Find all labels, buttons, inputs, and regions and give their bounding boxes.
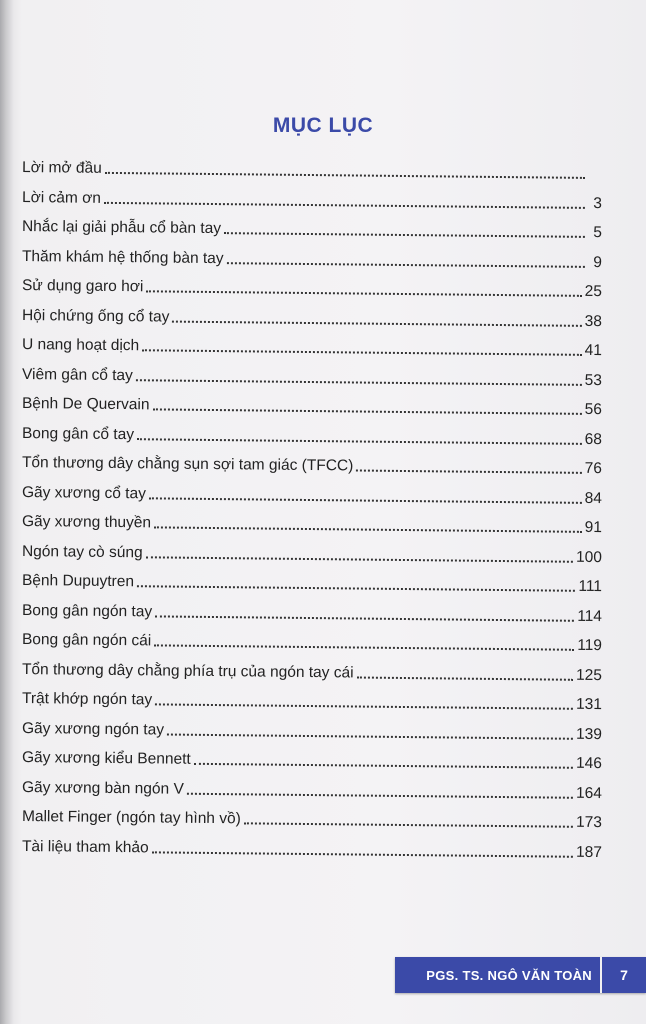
toc-entry-page: 111 <box>578 577 603 595</box>
toc-dot-leader <box>137 585 575 592</box>
toc-entry-title: Thăm khám hệ thống bàn tay <box>21 247 224 267</box>
toc-entry-title: Bệnh Dupuytren <box>21 571 135 590</box>
toc-entry-page: 56 <box>584 400 603 418</box>
toc-entry-page: 5 <box>593 223 603 241</box>
toc-entry-title: Viêm gân cổ tay <box>21 365 133 384</box>
toc-entry-page: 119 <box>577 636 603 654</box>
toc-entry-title: Ngón tay cò súng <box>21 542 143 561</box>
footer-author: PGS. TS. NGÔ VĂN TOÀN <box>426 967 592 983</box>
toc-entry-title: Gãy xương kiểu Bennett <box>21 748 191 768</box>
toc-dot-leader <box>155 703 573 709</box>
toc-entry-title: Bong gân ngón tay <box>21 601 153 620</box>
toc-entry-page: 84 <box>584 488 603 507</box>
toc-dot-leader <box>154 644 574 650</box>
toc-entry-page: 131 <box>576 695 603 713</box>
toc-entry-page: 38 <box>584 311 603 330</box>
toc-dot-leader <box>152 408 581 414</box>
toc-dot-leader <box>194 762 573 768</box>
toc-entry-title: Hội chứng ống cổ tay <box>21 306 170 325</box>
toc-dot-leader <box>152 850 573 856</box>
toc-dot-leader <box>167 733 573 739</box>
toc-entry-title: Bệnh De Quervain <box>21 394 150 413</box>
toc-entry-page: 76 <box>584 459 603 477</box>
toc-dot-leader <box>227 261 585 267</box>
toc-entry-title: Gãy xương cổ tay <box>21 483 147 502</box>
toc-entry-page: 91 <box>584 518 603 536</box>
toc-dot-leader <box>357 676 574 680</box>
toc-entry-page: 114 <box>577 606 603 625</box>
toc-dot-leader <box>146 290 581 297</box>
footer-page-number: 7 <box>620 967 628 983</box>
toc-entry-title: Lời mở đầu <box>21 158 102 177</box>
toc-entry-title: Lời cảm ơn <box>21 188 102 206</box>
toc-entry-page: 173 <box>576 813 603 831</box>
toc-entry-title: Tổn thương dây chằng phía trụ của ngón tay cái <box>21 660 354 681</box>
toc-dot-leader <box>154 526 582 532</box>
toc-entry-title: Tổn thương dây chằng sụn sợi tam giác (TFCC) <box>21 453 354 474</box>
toc-dot-leader <box>142 349 582 356</box>
toc-entry-page: 68 <box>584 429 603 448</box>
toc-entry-title: Gãy xương ngón tay <box>21 719 165 738</box>
toc-dot-leader <box>172 320 581 326</box>
page-binding-shadow <box>0 0 14 1024</box>
toc-entry-page <box>588 182 602 187</box>
page-title: MỤC LỤC <box>272 114 374 137</box>
toc-dot-leader <box>187 792 573 798</box>
toc-dot-leader <box>149 496 582 503</box>
toc-entry-title: Bong gân cổ tay <box>21 424 135 443</box>
toc-entry-page: 164 <box>576 783 603 802</box>
toc-entry-page: 25 <box>584 282 603 300</box>
toc-dot-leader <box>224 232 585 238</box>
toc-entry-page: 9 <box>593 252 603 271</box>
toc-dot-leader <box>136 378 582 385</box>
toc-entry-title: Nhắc lại giải phẫu cổ bàn tay <box>21 217 222 237</box>
toc-entry-page: 187 <box>576 842 603 861</box>
toc-dot-leader <box>137 437 582 444</box>
toc-entry-page: 3 <box>593 193 603 212</box>
toc-dot-leader <box>244 822 573 827</box>
toc-entry-page: 125 <box>576 665 603 684</box>
toc-dot-leader <box>155 614 574 620</box>
toc-entry-page: 146 <box>576 754 603 772</box>
toc-entry-title: U nang hoạt dịch <box>21 335 140 354</box>
toc-entry-title: Bong gân ngón cái <box>21 630 152 649</box>
toc-dot-leader <box>356 469 581 473</box>
toc-entry-page: 53 <box>584 370 603 389</box>
toc-dot-leader <box>146 555 573 561</box>
toc-entry-title: Sử dụng garo hơi <box>21 276 144 295</box>
toc-entry-title: Tài liệu tham khảo <box>21 837 149 856</box>
toc-entry-title: Gãy xương thuyền <box>21 512 152 531</box>
page-footer <box>395 957 646 993</box>
toc-entry <box>22 831 602 867</box>
toc-entry-title: Trật khớp ngón tay <box>21 689 153 708</box>
toc-entry-page: 100 <box>576 547 603 566</box>
table-of-contents <box>22 152 602 860</box>
toc-dot-leader <box>104 201 585 208</box>
toc-entry-page: 139 <box>576 724 603 743</box>
toc-entry-title: Gãy xương bàn ngón V <box>21 778 184 797</box>
toc-entry-title: Mallet Finger (ngón tay hình vồ) <box>21 807 241 827</box>
toc-dot-leader <box>105 171 585 178</box>
toc-entry-page: 41 <box>584 341 603 359</box>
